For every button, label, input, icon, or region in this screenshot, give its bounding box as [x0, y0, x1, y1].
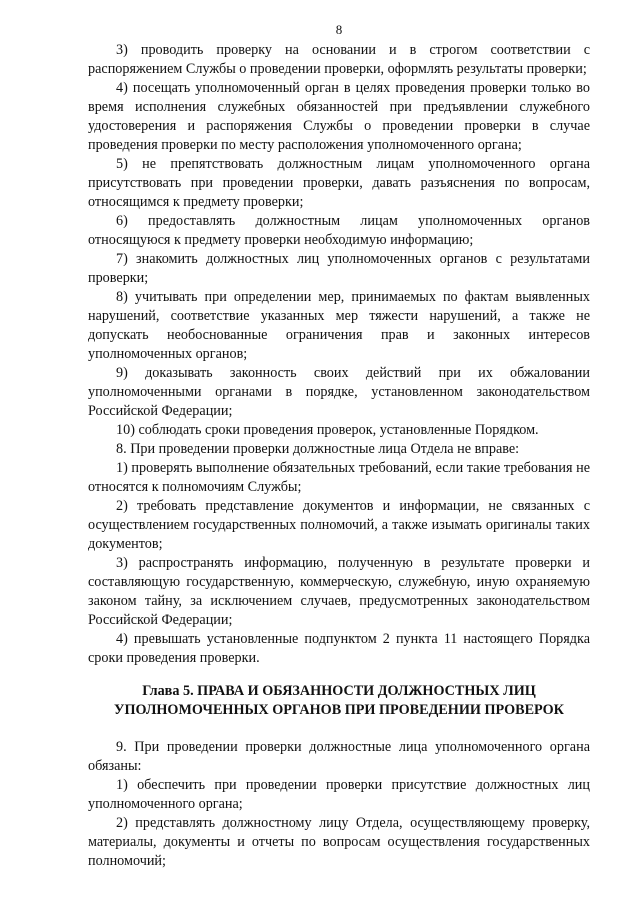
paragraph-item-6-provide-info: 6) предоставлять должностным лицам уполномоченных органов относящуюся к предмету проверки необходимую информацию;: [88, 213, 590, 248]
paragraph-item-7-acquaint-results: 7) знакомить должностных лиц уполномоченных органов с результатами проверки;: [88, 251, 590, 286]
chapter-heading-line-2: УПОЛНОМОЧЕННЫХ ОРГАНОВ ПРИ ПРОВЕДЕНИИ ПРОВЕРОК: [114, 702, 564, 718]
page-number: 8: [335, 22, 343, 37]
document-body: [88, 41, 590, 871]
chapter-heading-line-1: Глава 5. ПРАВА И ОБЯЗАННОСТИ ДОЛЖНОСТНЫХ ЛИЦ: [142, 683, 536, 699]
paragraph-item-3-conduct-inspection: 3) проводить проверку на основании и в строгом соответствии с распоряжением Службы о проведении проверки, оформлять результаты проверки;: [88, 42, 590, 77]
paragraph-prohibition-1: 1) проверять выполнение обязательных требований, если такие требования не относятся к полномочиям Службы;: [88, 460, 590, 495]
paragraph-prohibition-3: 3) распространять информацию, полученную в результате проверки и составляющую государственную, коммерческую, служебную, иную охраняемую законом тайну, за исключением случаев, предусмотренных законодательством Российской Федерации;: [88, 555, 590, 628]
chapter-heading: [88, 668, 590, 738]
paragraph-prohibition-4: 4) превышать установленные подпунктом 2 пункта 11 настоящего Порядка сроки проведения проверки.: [88, 631, 590, 666]
paragraph-item-5-not-hinder: 5) не препятствовать должностным лицам уполномоченного органа присутствовать при проведении проверки, давать разъяснения по вопросам, относящимся к предмету проверки;: [88, 156, 590, 210]
paragraph-item-4-visit-authority: 4) посещать уполномоченный орган в целях проведения проверки только во время исполнения служебных обязанностей при предъявлении служебного удостоверения и распоряжения Службы о проведении проверки в случае проведения проверки по месту расположения уполномоченного органа;: [88, 80, 590, 153]
paragraph-item-9-prove-legality: 9) доказывать законность своих действий при их обжаловании уполномоченными органами в порядке, установленном законодательством Российской Федерации;: [88, 365, 590, 419]
paragraph-section-9-obligations: 9. При проведении проверки должностные лица уполномоченного органа обязаны:: [88, 739, 590, 774]
paragraph-obligation-1: 1) обеспечить при проведении проверки присутствие должностных лиц уполномоченного органа;: [88, 777, 590, 812]
paragraph-prohibition-2: 2) требовать представление документов и информации, не связанных с осуществлением государственных полномочий, а также изымать оригиналы таких документов;: [88, 498, 590, 552]
paragraph-item-10-observe-deadlines: 10) соблюдать сроки проведения проверок, установленные Порядком.: [116, 422, 539, 438]
paragraph-obligation-2: 2) представлять должностному лицу Отдела, осуществляющему проверку, материалы, документы и отчеты по вопросам осуществления государственных полномочий;: [88, 815, 590, 869]
paragraph-item-8-consider-measures: 8) учитывать при определении мер, принимаемых по фактам выявленных нарушений, соответствие указанных мер тяжести нарушений, а также не допускать необоснованные ограничения прав и законных интересов уполномоченных органов;: [88, 289, 590, 362]
paragraph-section-8-prohibitions: 8. При проведении проверки должностные лица Отдела не вправе:: [116, 441, 520, 457]
